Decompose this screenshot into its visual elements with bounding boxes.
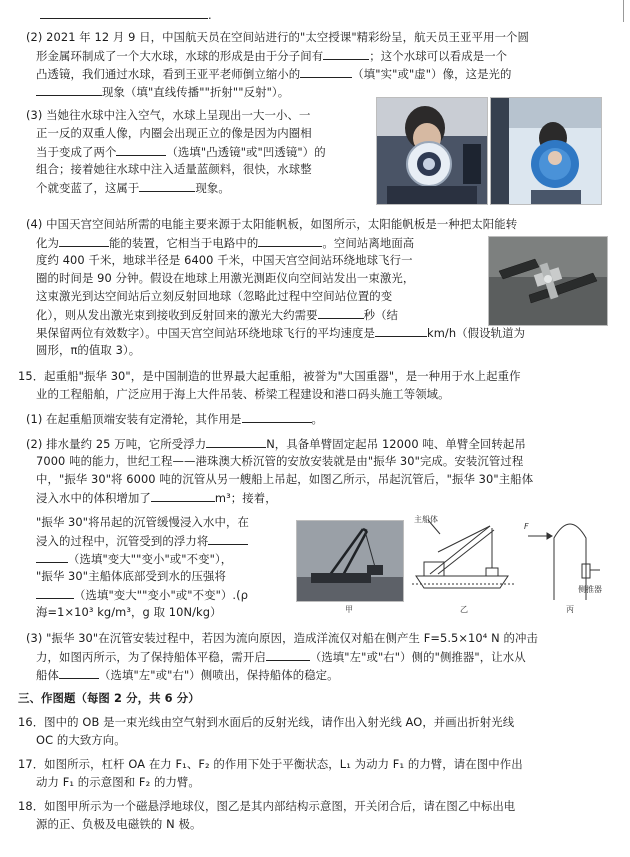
q14-2-line4 [36,83,289,101]
answer-blank[interactable] [151,489,215,502]
text: ；这个水球可以看成是一个 [369,49,508,63]
q15-3-line1: (3) "振华 30"在沉管安装过程中，若因为流向原因，造成洋流仅对船在侧产生 F=5.5×10⁴ N 的冲击 [26,631,538,645]
answer-blank[interactable] [300,65,352,78]
text: （选填"左"或"右"）侧喷出，保持船体的稳定。 [98,668,339,682]
answer-blank[interactable] [208,532,248,545]
answer-blank[interactable] [375,324,427,337]
answer-blank[interactable] [36,586,74,599]
force-f-label: F [524,522,529,531]
q15-line2: 业的工程船舶，广泛应用于海上大件吊装、桥梁工程建设和港口码头施工等领域。 [36,387,450,401]
text: （选填"变大""变小"或"不变"）.(ρ [74,588,249,602]
text: 形金属环制成了一个大水球，水球的形成是由于分子间有 [36,49,324,63]
figure-label-jia: 甲 [345,605,353,614]
water-ball-photo-right [490,97,602,205]
top-answer-line: . [40,6,212,24]
answer-blank[interactable] [59,666,99,679]
q15-2-line8: "振华 30"主船体底部受到水的压强将 [36,569,226,583]
crane-diagram [408,512,518,600]
q14-4-line5: 这束激光到达空间站后立刻反射回地球（忽略此过程中空间站位置的变 [36,289,393,303]
q14-4-line8: 圆形，π的值取 3）。 [36,343,141,357]
q15-2-line1 [26,435,526,453]
text: （选填"变大""变小"或"不变"）， [68,552,233,566]
q15-2-line9 [36,586,248,604]
side-thruster-label: 侧推器 [578,585,602,594]
crane-ship-photo [296,520,404,602]
text: 现象（填"直线传播""折射""反射"）。 [102,85,290,99]
q15-1-line1 [26,410,323,428]
text: 当于变成了两个 [36,145,117,159]
q16-line1: 16．图中的 OB 是一束光线由空气射到水面后的反射光线，请作出入射光线 AO，并画出折射光线 [18,715,515,729]
q17-line1: 17．如图所示，杠杆 OA 在力 F₁、F₂ 的作用下处于平衡状态，L₁ 为动力 F₁ 的力臂，请在图中作出 [18,757,523,771]
q15-2-line4 [36,489,277,507]
text: 浸入水中的体积增加了 [36,491,151,505]
answer-blank[interactable] [36,550,68,563]
text: 能的装置，它相当于电路中的 [108,236,259,250]
text: 化），则从发出激光束到接收到反射回来的激光大约需要 [36,308,318,322]
q15-2-line3: 中，"振华 30"将 6000 吨的沉管从另一艘船上吊起，如图乙所示，吊起沉管后，"振华 30"主船体 [36,472,534,486]
answer-blank[interactable] [59,234,109,247]
q15-line1: 15．起重船"振华 30"，是中国制造的世界最大起重船，被誉为"大国重器"，是一种用于水上起重作 [18,369,521,383]
hull-top-view-diagram [520,508,618,602]
text: 浸入的过程中，沉管受到的浮力将 [36,534,209,548]
q15-3-line3 [36,666,339,684]
text: （选填"凸透镜"或"凹透镜"）的 [166,145,326,159]
text: （选填"左"或"右"）侧的"侧推器"，让水从 [309,650,526,664]
q14-4-line1: (4) 中国天宫空间站所需的电能主要来源于太阳能帆板，如图所示，太阳能帆板是一种把太阳能转 [26,217,518,231]
q17-line2: 动力 F₁ 的示意图和 F₂ 的力臂。 [36,775,200,789]
q14-2-line1: (2) 2021 年 12 月 9 日，中国航天员在空间站进行的"太空授课"精彩纷呈，航天员王亚平用一个圆 [26,30,530,44]
text: （填"实"或"虚"）像，这是光的 [352,67,512,81]
q14-4-line4: 圈的时间是 90 分钟。假设在地球上用激光测距仪向空间站发出一束激光， [36,271,415,285]
answer-blank[interactable] [323,47,369,60]
text: 现象。 [195,181,230,195]
text: 果保留两位有效数字）。中国天宫空间站环绕地球飞行的平均速度是 [36,326,376,340]
q15-3-line2 [36,648,526,666]
answer-blank[interactable] [36,83,102,96]
text: m³；接着， [214,491,277,505]
text: N，具备单臂固定起吊 12000 吨、单臂全回转起吊 [266,437,526,451]
text: 凸透镜，我们通过水球，看到王亚平老师倒立缩小的 [36,67,301,81]
text: 秒（结 [363,308,399,322]
answer-blank[interactable] [116,143,166,156]
q14-3-line5 [36,179,230,197]
q14-4-line7 [36,324,525,342]
q18-line2: 源的正、负极及电磁铁的 N 极。 [36,817,202,831]
text: 。 [311,412,323,426]
text: 个就变蓝了，这属于 [36,181,140,195]
q14-4-line2 [36,234,414,252]
page-corner-mark [623,0,624,22]
q14-3-line2: 正一反的双重人像，内圈会出现正立的像是因为内圈相 [36,126,312,140]
q15-2-line2: 7000 吨的能力，世纪工程——港珠澳大桥沉管的安放安装就是由"振华 30"完成。安装沉管过程 [36,454,524,468]
main-ship-label: 主船体 [414,515,438,524]
answer-blank[interactable] [318,306,364,319]
q14-3-line4: 组合；接着她往水球中注入适量蓝颜料，很快，水球整 [36,162,312,176]
text: km/h（假设轨道为 [427,326,526,340]
q14-2-line2 [36,47,507,65]
figure-label-bing: 丙 [566,605,574,614]
text: 力，如图丙所示，为了保持船体平稳，需开启 [36,650,266,664]
text: (1) 在起重船顶端安装有定滑轮，其作用是 [26,412,242,426]
q14-3-line1: (3) 当她往水球中注入空气，水球上呈现出一大一小、一 [26,108,311,122]
q15-2-line7 [36,550,232,568]
q15-2-line6 [36,532,248,550]
text: 。空间站离地面高 [322,236,415,250]
answer-blank[interactable] [258,234,322,247]
section-three-title: 三、作图题（每图 2 分，共 6 分） [18,691,200,705]
text: 化为 [36,236,59,250]
answer-blank[interactable] [242,410,312,423]
q14-2-line3 [36,65,512,83]
q18-line1: 18．如图甲所示为一个磁悬浮地球仪，图乙是其内部结构示意图，开关闭合后，请在图乙中标出电 [18,799,516,813]
q16-line2: OC 的大致方向。 [36,733,126,747]
q15-2-line5: "振华 30"将吊起的沉管缓慢浸入水中，在 [36,515,249,529]
q14-4-line3: 度约 400 千米，地球半径是 6400 千米，中国天宫空间站环绕地球飞行一 [36,253,413,267]
space-station-photo [488,236,608,326]
answer-blank[interactable] [40,6,208,19]
text: 船体 [36,668,59,682]
answer-blank[interactable] [139,179,195,192]
text: (2) 排水量约 25 万吨，它所受浮力 [26,437,207,451]
answer-blank[interactable] [266,648,310,661]
answer-blank[interactable] [206,435,266,448]
water-ball-photo-left [376,97,488,205]
q14-4-line6 [36,306,398,324]
q15-2-line10: 海=1×10³ kg/m³，g 取 10N/kg） [36,605,222,619]
figure-label-yi: 乙 [460,605,468,614]
q14-3-line3 [36,143,326,161]
